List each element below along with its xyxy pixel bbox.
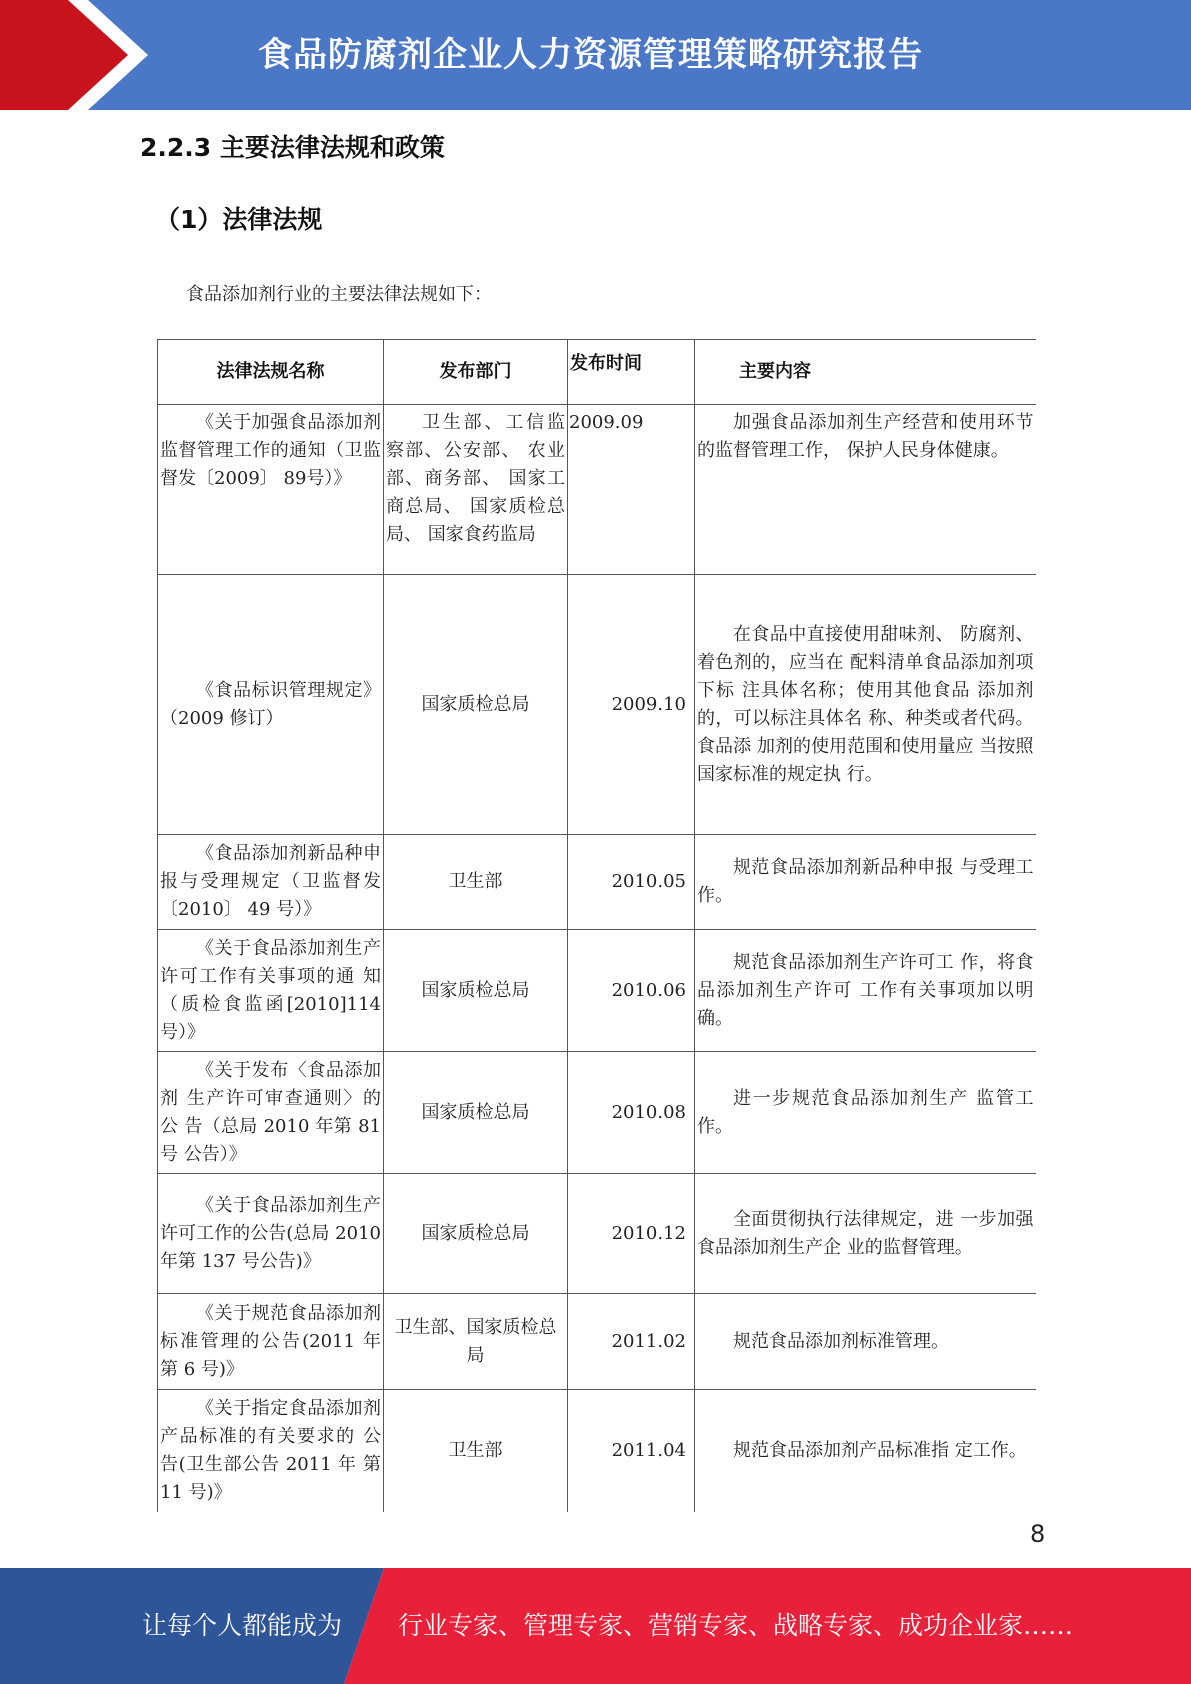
law-name: 《食品添加剂新品种申 报与受理规定（卫监督发〔2010〕 49 号）》 (158, 835, 384, 930)
law-date: 2011.04 (568, 1390, 695, 1512)
law-dept: 卫生部 (384, 835, 568, 930)
table-row (158, 1052, 1036, 1174)
table-row (158, 405, 1036, 575)
table-row (158, 1174, 1036, 1294)
law-name: 《关于食品添加剂生产 许可工作的公告(总局 2010 年第 137 号公告)》 (158, 1174, 384, 1294)
header-dept: 发布部门 (384, 340, 568, 405)
law-name: 《食品标识管理规定》（2009 修订） (158, 575, 384, 835)
header-banner (0, 0, 1191, 110)
law-date: 2011.02 (568, 1294, 695, 1390)
header-date: 发布时间 (568, 340, 695, 405)
law-dept: 卫生部、工信监察部、公安部、 农业部、商务部、 国家工商总局、 国家质检总局、 国家食药监局 (384, 405, 568, 575)
law-name: 《关于加强食品添加剂监督管理工作的通知（卫监督发〔2009〕 89号）》 (158, 405, 384, 575)
law-date: 2010.12 (568, 1174, 695, 1294)
law-dept: 国家质检总局 (384, 575, 568, 835)
header-name: 法律法规名称 (158, 340, 384, 405)
law-content: 规范食品添加剂新品种申报 与受理工作。 (695, 835, 1036, 930)
laws-table (157, 339, 1036, 1512)
law-name: 《关于指定食品添加剂 产品标准的有关要求的 公告(卫生部公告 2011 年 第 11 号)》 (158, 1390, 384, 1512)
law-dept: 国家质检总局 (384, 1174, 568, 1294)
table-row (158, 1390, 1036, 1512)
law-name: 《关于规范食品添加剂 标准管理的公告(2011 年 第 6 号)》 (158, 1294, 384, 1390)
section-heading: 2.2.3 主要法律法规和政策 (140, 133, 445, 162)
law-name: 《关于发布〈食品添加剂 生产许可审查通则〉的公 告（总局 2010 年第 81 号 公告）》 (158, 1052, 384, 1174)
law-content: 进一步规范食品添加剂生产 监管工作。 (695, 1052, 1036, 1174)
table-row (158, 1294, 1036, 1390)
law-dept: 国家质检总局 (384, 930, 568, 1052)
table-row (158, 930, 1036, 1052)
law-date: 2009.09 (568, 405, 695, 575)
law-name: 《关于食品添加剂生产 许可工作有关事项的通 知（质检食监函[2010]114 号）》 (158, 930, 384, 1052)
law-dept: 卫生部 (384, 1390, 568, 1512)
law-content: 加强食品添加剂生产经营和使用环节的监督管理工作， 保护人民身体健康。 (695, 405, 1036, 575)
law-content: 在食品中直接使用甜味剂、 防腐剂、着色剂的，应当在 配料清单食品添加剂项下标 注具体名称；使用其他食品 添加剂的，可以标注具体名 称、种类或者代码。食品添 加剂的使用范围和使用量应 当按照国家标准的规定执 行。 (695, 575, 1036, 835)
intro-paragraph: 食品添加剂行业的主要法律法规如下： (186, 284, 492, 305)
law-dept: 卫生部、国家质检总局 (384, 1294, 568, 1390)
law-content: 全面贯彻执行法律规定，进 一步加强食品添加剂生产企 业的监督管理。 (695, 1174, 1036, 1294)
law-date: 2010.08 (568, 1052, 695, 1174)
header-arrow-decoration (0, 0, 170, 110)
law-content: 规范食品添加剂生产许可工 作，将食品添加剂生产许可 工作有关事项加以明确。 (695, 930, 1036, 1052)
law-content: 规范食品添加剂产品标准指 定工作。 (695, 1390, 1036, 1512)
footer-banner (0, 1568, 1191, 1684)
table-row (158, 835, 1036, 930)
law-date: 2010.05 (568, 835, 695, 930)
header-content: 主要内容 (695, 340, 1036, 405)
law-dept: 国家质检总局 (384, 1052, 568, 1174)
report-title: 食品防腐剂企业人力资源管理策略研究报告 (258, 35, 923, 75)
law-date: 2009.10 (568, 575, 695, 835)
table-header-row (158, 340, 1036, 405)
law-date: 2010.06 (568, 930, 695, 1052)
footer-slogan-right: 行业专家、管理专家、营销专家、战略专家、成功企业家…… (398, 1611, 1074, 1640)
sub-heading: （1）法律法规 (155, 205, 323, 234)
table-row (158, 575, 1036, 835)
footer-slogan-left: 让每个人都能成为 (142, 1611, 343, 1640)
law-content: 规范食品添加剂标准管理。 (695, 1294, 1036, 1390)
page-number: 8 (1030, 1520, 1046, 1548)
